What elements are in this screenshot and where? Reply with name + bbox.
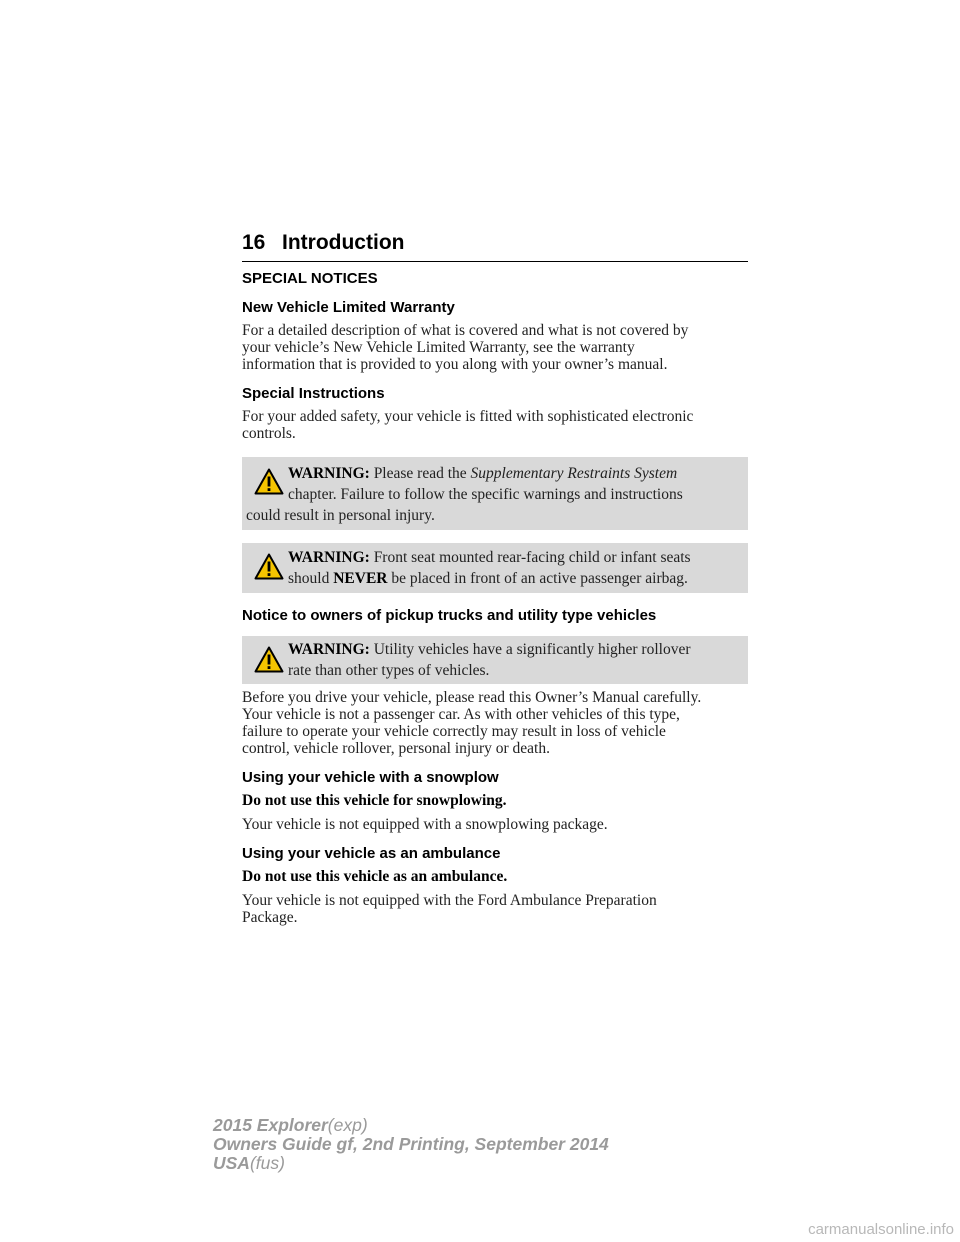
warning-text	[288, 639, 690, 660]
pickup-line: Before you drive your vehicle, please read this Owner’s Manual carefully.	[242, 689, 702, 706]
warranty-paragraph	[242, 322, 748, 373]
warning-label: WARNING:	[288, 549, 370, 566]
ambulance-line: Package.	[242, 909, 298, 926]
warning-label: WARNING:	[288, 641, 370, 658]
warning-text-part: Utility vehicles have a significantly higher rollover	[373, 641, 691, 658]
special-notices-heading: SPECIAL NOTICES	[242, 270, 378, 287]
page-footer	[213, 1116, 609, 1173]
warning-text-part: should	[288, 570, 330, 587]
pickup-line: failure to operate your vehicle correctly may result in loss of vehicle	[242, 723, 666, 740]
warranty-line: information that is provided to you along with your owner’s manual.	[242, 356, 668, 373]
special-instructions-paragraph	[242, 408, 748, 442]
warning-label: WARNING:	[288, 465, 370, 482]
warning-text-line	[288, 568, 688, 589]
warning-text-part: Please read the	[373, 465, 467, 482]
warranty-heading: New Vehicle Limited Warranty	[242, 299, 455, 316]
page-number: 16	[242, 231, 266, 254]
special-instructions-heading: Special Instructions	[242, 385, 385, 402]
warranty-line: your vehicle’s New Vehicle Limited Warranty, see the warranty	[242, 339, 635, 356]
special-instructions-line: controls.	[242, 425, 296, 442]
footer-model-line	[213, 1116, 609, 1135]
warning-text-line: chapter. Failure to follow the specific warnings and instructions	[288, 486, 683, 503]
warning-triangle-icon	[254, 468, 284, 495]
warning-triangle-icon	[254, 553, 284, 580]
warning-text-part: be placed in front of an active passenger airbag.	[391, 570, 688, 587]
footer-region-code: (fus)	[249, 1153, 285, 1173]
special-instructions-line: For your added safety, your vehicle is fitted with sophisticated electronic	[242, 408, 694, 425]
warning-text	[288, 547, 691, 568]
warranty-line: For a detailed description of what is covered and what is not covered by	[242, 322, 689, 339]
warning-box-child-seat	[242, 543, 748, 593]
warning-text-line: rate than other types of vehicles.	[288, 662, 490, 679]
warning-triangle-icon	[254, 646, 284, 673]
page-header	[242, 228, 748, 262]
footer-model: 2015 Explorer	[213, 1115, 328, 1135]
restraints-chapter-reference: Supplementary Restraints System	[470, 465, 678, 482]
warning-text-line: could result in personal injury.	[246, 507, 435, 524]
pickup-line: Your vehicle is not a passenger car. As with other vehicles of this type,	[242, 706, 680, 723]
page-content	[242, 270, 748, 926]
chapter-title: Introduction	[282, 231, 405, 254]
warning-text-part: Front seat mounted rear-facing child or infant seats	[373, 549, 691, 566]
pickup-paragraph	[242, 689, 748, 757]
snowplow-bold-notice: Do not use this vehicle for snowplowing.	[242, 792, 507, 809]
watermark: carmanualsonline.info	[808, 1221, 954, 1238]
footer-model-code: (exp)	[327, 1115, 368, 1135]
ambulance-heading: Using your vehicle as an ambulance	[242, 845, 501, 862]
pickup-notice-heading: Notice to owners of pickup trucks and utility type vehicles	[242, 607, 657, 624]
footer-guide-line: Owners Guide gf, 2nd Printing, September 2014	[213, 1134, 609, 1154]
ambulance-paragraph	[242, 892, 748, 926]
snowplow-body: Your vehicle is not equipped with a snowplowing package.	[242, 816, 608, 833]
snowplow-heading: Using your vehicle with a snowplow	[242, 769, 499, 786]
warning-box-rollover	[242, 636, 748, 684]
pickup-line: control, vehicle rollover, personal injury or death.	[242, 740, 550, 757]
footer-region-line	[213, 1154, 609, 1173]
ambulance-line: Your vehicle is not equipped with the Ford Ambulance Preparation	[242, 892, 657, 909]
never-emphasis: NEVER	[333, 570, 388, 587]
ambulance-bold-notice: Do not use this vehicle as an ambulance.	[242, 868, 508, 885]
footer-region: USA	[213, 1153, 250, 1173]
warning-box-restraints	[242, 457, 748, 530]
warning-text	[288, 463, 744, 484]
